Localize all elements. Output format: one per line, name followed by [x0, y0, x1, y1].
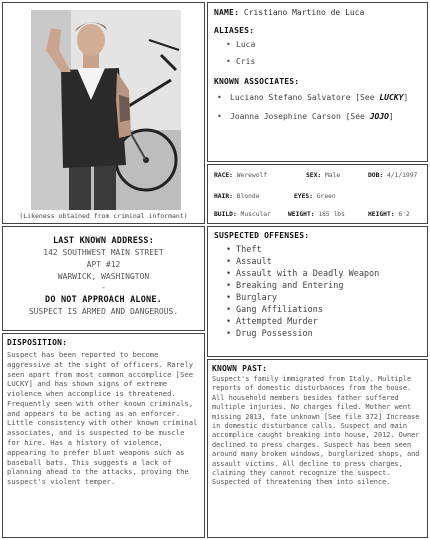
sex-value: Male [324, 172, 341, 179]
weight-label: WEIGHT: [288, 211, 315, 218]
race-label: RACE: [214, 172, 233, 179]
height-value: 6'2 [398, 211, 410, 218]
associate-item [214, 92, 421, 104]
associates-label: KNOWN ASSOCIATES: [214, 76, 300, 86]
hair-value: Blonde [236, 193, 260, 200]
race-value: Werewolf [236, 172, 268, 179]
aliases-label: ALIASES: [214, 26, 255, 35]
associate-name: Luciano Stefano Salvatore [See [230, 92, 375, 102]
associate-link-jojo[interactable]: JOJO [369, 111, 389, 121]
offenses-panel [207, 226, 428, 357]
name-row [214, 8, 421, 17]
offense-item: • Assault [214, 256, 421, 268]
approach-warning: DO NOT APPROACH ALONE. [45, 294, 162, 305]
offense-item: • Drug Possession [214, 328, 421, 340]
offenses-list [214, 244, 421, 341]
eyes-value: Green [316, 193, 336, 200]
disposition-text: Suspect has been reported to become aggressive at the sight of officers. Rarely seen apart from most common accomplice [See LUCKY] and has shown signs of extreme violence when accomplice is threatened. Frequently seen with other known criminals, and appears to be acting as an enforcer. Little consistency with other known criminal associates, and is suspected to be muscle for hire. Has a history of violence, appearing to prefer blunt weapons such as baseball bats. This suggests a lack of planning ahead to the attacks, proving the suspect's violent temper. [7, 350, 198, 487]
disposition-panel [2, 333, 205, 538]
identity-panel [207, 2, 428, 162]
eyes-label: EYES: [294, 193, 313, 200]
dob-stat [368, 172, 417, 179]
address-label: LAST KNOWN ADDRESS: [52, 236, 155, 246]
hair-stat [214, 193, 260, 200]
known-past-label: KNOWN PAST: [212, 364, 268, 373]
build-stat [214, 211, 271, 218]
eyes-stat [294, 193, 336, 200]
suspect-photo-image [31, 10, 181, 210]
known-past-text: Suspect's family immigrated from Italy. Multiple reports of domestic disturbances from the house. All household members besides father suffered multiple injuries. No charges filed. Mother went missing 2013, fate unknown [See file 372] Increase in domestic disturbance calls. Suspect and main accomplice caught breaking into house, 2012. Owner declined to press charges. Suspect has been seen around many broken windows, burglarized shops, and assault victims. All decline to press charges, claiming they cannot recognize the suspect. Suspected of threatening them into silence. [212, 375, 420, 487]
offense-item: • Assault with a Deadly Weapon [214, 268, 421, 280]
address-panel [2, 226, 205, 331]
sex-label: SEX: [306, 172, 322, 179]
suspect-photo-panel [2, 2, 205, 224]
associate-bracket: ] [403, 92, 409, 102]
offenses-label: SUSPECTED OFFENSES: [214, 231, 310, 240]
armed-warning: SUSPECT IS ARMED AND DANGEROUS. [28, 307, 179, 316]
address-line1: 142 SOUTHWEST MAIN STREET [43, 248, 164, 258]
associates-list [214, 92, 421, 123]
offense-item: • Breaking and Entering [214, 280, 421, 292]
hair-label: HAIR: [214, 193, 233, 200]
race-stat [214, 172, 267, 179]
aliases-list [214, 40, 421, 68]
build-label: BUILD: [214, 211, 237, 218]
address-separator: - [101, 283, 106, 293]
name-value: Cristiano Martino de Luca [243, 8, 365, 17]
associate-item [214, 111, 421, 123]
offense-item: • Theft [214, 244, 421, 256]
height-label: HEIGHT: [368, 211, 395, 218]
offense-item: • Attempted Murder [214, 316, 421, 328]
known-past-panel [207, 359, 428, 538]
offense-item: • Gang Affiliations [214, 304, 421, 316]
photo-caption: (Likeness obtained from criminal informant) [19, 212, 188, 220]
height-stat [368, 211, 410, 218]
build-value: Muscular [240, 211, 271, 218]
associate-name: Joanna Josephine Carson [See [230, 111, 365, 121]
address-line3: WARWICK, WASHINGTON [57, 271, 150, 281]
address-line2: APT #12 [86, 259, 121, 269]
alias-item: • Luca [214, 40, 421, 51]
weight-stat [288, 211, 345, 218]
alias-item: • Cris [214, 57, 421, 68]
physical-stats-panel [207, 164, 428, 224]
associate-bracket: ] [388, 111, 394, 121]
name-label: NAME: [214, 8, 240, 17]
disposition-label: DISPOSITION: [7, 338, 68, 347]
dob-label: DOB: [368, 172, 384, 179]
offense-item: • Burglary [214, 292, 421, 304]
sex-stat [306, 172, 340, 179]
suspect-photo [31, 10, 181, 210]
associate-link-lucky[interactable]: LUCKY [379, 92, 404, 102]
dob-value: 4/1/1997 [386, 172, 418, 179]
weight-value: 185 lbs [318, 211, 345, 218]
